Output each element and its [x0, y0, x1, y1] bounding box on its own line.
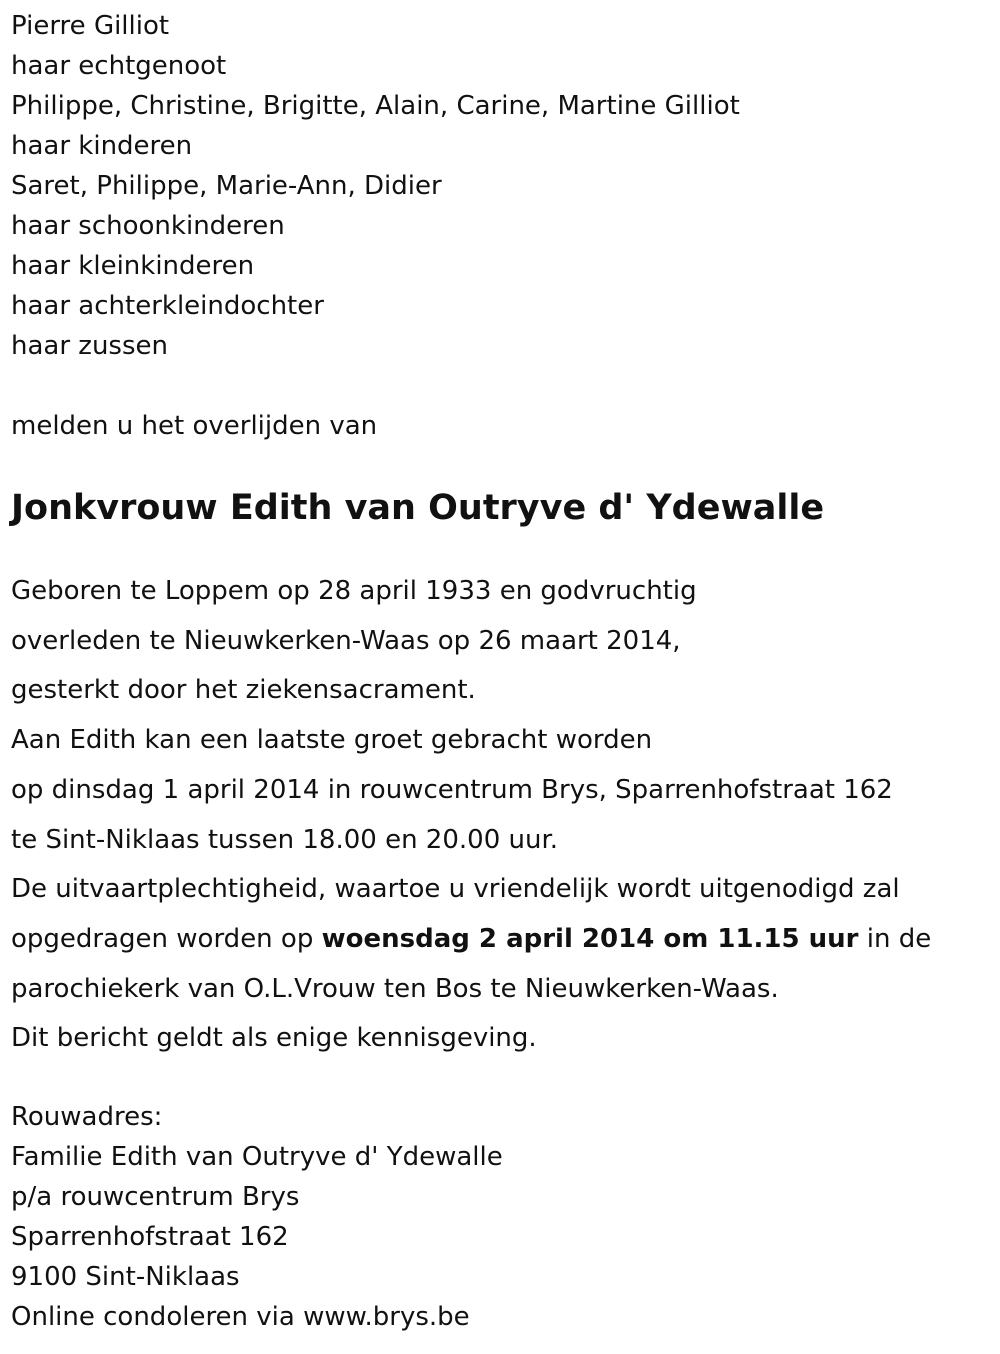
details-line-ceremony: [11, 915, 1000, 965]
details-line: De uitvaartplechtigheid, waartoe u vriendelijk wordt uitgenodigd zal: [11, 874, 900, 905]
announcement-text: melden u het overlijden van: [11, 411, 378, 441]
funeral-details: [11, 567, 1000, 1064]
address-label: Rouwadres:: [11, 1102, 163, 1133]
details-line: gesterkt door het ziekensacrament.: [11, 675, 476, 706]
family-line: Philippe, Christine, Brigitte, Alain, Carine, Martine Gilliot: [11, 91, 740, 121]
family-line: haar achterkleindochter: [11, 291, 324, 321]
family-line: haar zussen: [11, 331, 168, 361]
address-line: Familie Edith van Outryve d' Ydewalle: [11, 1142, 503, 1173]
details-line: parochiekerk van O.L.Vrouw ten Bos te Nieuwkerken-Waas.: [11, 973, 779, 1004]
address-line: Sparrenhofstraat 162: [11, 1222, 289, 1253]
deceased-name: Jonkvrouw Edith van Outryve d' Ydewalle: [11, 488, 825, 528]
ceremony-datetime: woensdag 2 april 2014 om 11.15 uur: [321, 923, 859, 954]
details-line: Dit bericht geldt als enige kennisgeving.: [11, 1023, 537, 1054]
family-line: haar kleinkinderen: [11, 251, 255, 281]
details-line: Geboren te Loppem op 28 april 1933 en godvruchtig: [11, 576, 697, 606]
family-line: haar kinderen: [11, 131, 193, 161]
details-line: te Sint-Niklaas tussen 18.00 en 20.00 uur.: [11, 824, 559, 855]
address-line: p/a rouwcentrum Brys: [11, 1182, 300, 1213]
details-line: overleden te Nieuwkerken-Waas op 26 maart 2014,: [11, 625, 681, 656]
address-line: 9100 Sint-Niklaas: [11, 1262, 240, 1293]
mourning-address: [11, 1097, 1000, 1337]
ceremony-text-after: in de: [858, 923, 932, 954]
family-line: haar echtgenoot: [11, 51, 227, 81]
details-line: op dinsdag 1 april 2014 in rouwcentrum Brys, Sparrenhofstraat 162: [11, 774, 893, 805]
family-list: [11, 6, 1000, 366]
address-line-online: Online condoleren via www.brys.be: [11, 1302, 470, 1333]
family-line: haar schoonkinderen: [11, 211, 285, 241]
details-line: Aan Edith kan een laatste groet gebracht worden: [11, 725, 653, 756]
family-line: Pierre Gilliot: [11, 11, 170, 41]
ceremony-text-before: opgedragen worden op: [11, 923, 322, 954]
family-line: Saret, Philippe, Marie-Ann, Didier: [11, 171, 442, 201]
